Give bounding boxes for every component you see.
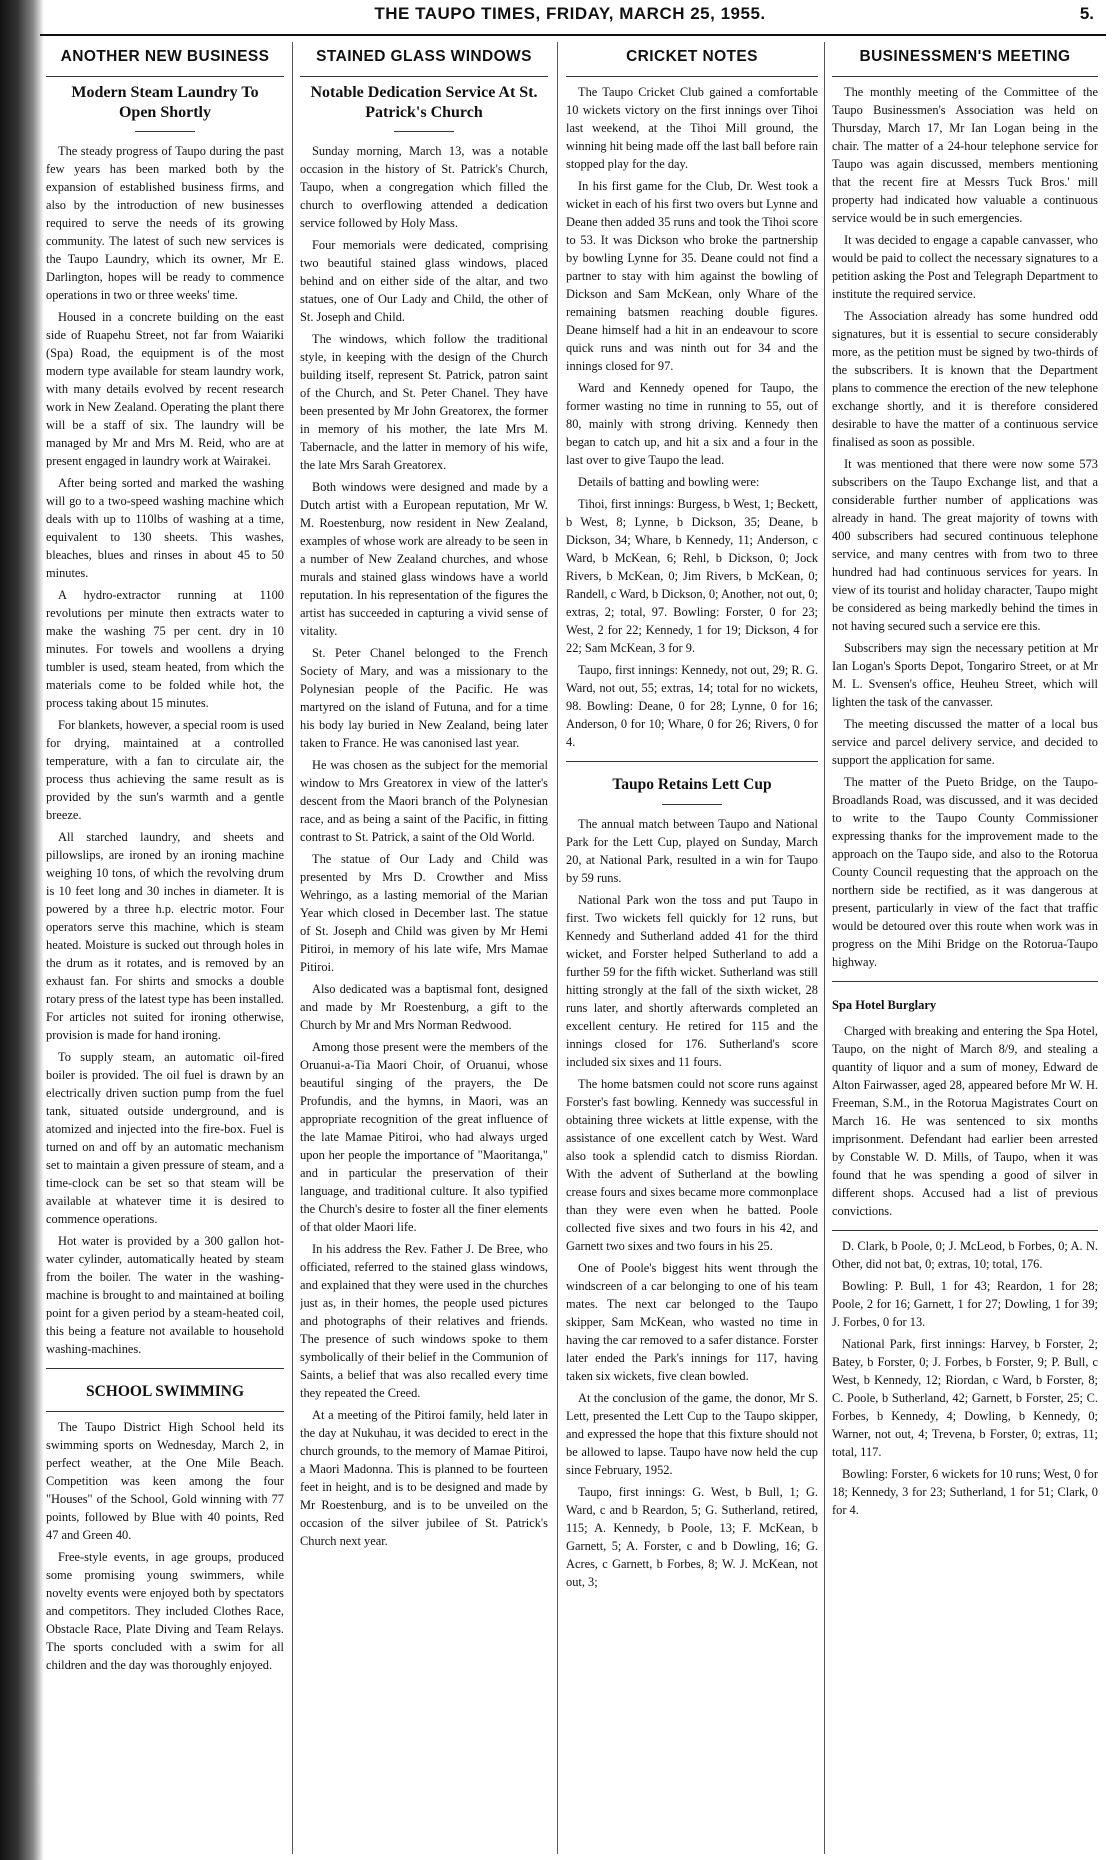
paragraph: The meeting discussed the matter of a local bus service and parcel delivery service, and decided to support the application for same. <box>832 717 1098 767</box>
paragraph: Bowling: Forster, 6 wickets for 10 runs; West, 0 for 18; Kennedy, 3 for 23; Sutherland, 1 for 51; Clark, 0 for 4. <box>832 1467 1098 1517</box>
article-businessmens-meeting <box>832 83 1098 971</box>
column-3 <box>566 42 818 1854</box>
paragraph: Four memorials were dedicated, comprising two beautiful stained glass windows, placed behind and on either side of the altar, and two statues, one of Our Lady and Child, the other of St. Joseph and Child. <box>300 238 548 324</box>
paragraph: It was decided to engage a capable canvasser, who would be paid to collect the necessary signatures to a petition asking the Post and Telegraph Department to institute the required service. <box>832 233 1098 301</box>
article-spa-hotel-burglary <box>832 1022 1098 1220</box>
column-rule <box>292 42 293 1854</box>
paragraph: At the conclusion of the game, the donor, Mr S. Lett, presented the Lett Cup to the Taupo skipper, and expressed the hope that this fixture should not be allowed to lapse. Taupo have now held the cup since February, 1952. <box>566 1391 818 1477</box>
paragraph: Sunday morning, March 13, was a notable occasion in the history of St. Patrick's Church, Taupo, when a congregation which filled the church to overflowing attended a dedication service followed by Holy Mass. <box>300 144 548 230</box>
headline-lett-cup: Taupo Retains Lett Cup <box>612 776 772 793</box>
paragraph: A hydro-extractor running at 1100 revolutions per minute then extracts water to make the washing 75 per cent. dry in 10 minutes. For towels and woollens a drying tumbler is used, steam heated, from which the materials come to be folded while hot, the process taking about 15 minutes. <box>46 588 284 710</box>
paragraph: The home batsmen could not score runs against Forster's fast bowling. Kennedy was successful in obtaining three wickets at little expense, with the assistance of one excellent catch by West. Ward also took a splendid catch to dismiss Riordan. With the advent of Sutherland at the bowling crease fours and sixes became more commonplace than they were even when he batted. Poole collected five sixes and two fours in his 42, and Garnett two sixes and two fours in his 25. <box>566 1077 818 1253</box>
paragraph: The matter of the Pueto Bridge, on the Taupo-Broadlands Road, was discussed, and it was decided to write to the Taupo County Commissioner expressing thanks for the improvement made to the approach on the Taupo side, and also to the Rotorua County Council requesting that the approach on the northern side be rectified, as it was dangerous at present, particularly in view of the fact that traffic would be detoured over this route when work was in progress on the Mihi Bridge on the Rotorua-Taupo highway. <box>832 775 1098 969</box>
paragraph: Hot water is provided by a 300 gallon hot-water cylinder, automatically heated by steam from the boiler. The water in the washing-machine is brought to and maintained at boiling point for a given period by a steam-heated coil, this being a feature not available to household washing-machines. <box>46 1234 284 1356</box>
column-1 <box>46 42 284 1854</box>
page-binding-edge <box>0 0 44 1860</box>
paragraph: In his address the Rev. Father J. De Bree, who officiated, referred to the stained glass windows, and explained that they were used in the churches just as, in their homes, the people used pictures and photographs of their relatives and friends. The presence of such windows spoke to them symbolically of their belief in the Communion of Saints, a belief that was also recalled every time they repeated the Creed. <box>300 1242 548 1400</box>
paragraph: The statue of Our Lady and Child was presented by Mrs D. Crowther and Miss Wehringo, as a lasting memorial of the Marian Year which closed in December last. The statue of St. Joseph and Child was given by Mr Hemi Pitiroi, in memory of his late wife, Mrs Mamae Pitiroi. <box>300 852 548 974</box>
divider <box>300 76 548 77</box>
paragraph: D. Clark, b Poole, 0; J. McLeod, b Forbes, 0; A. N. Other, did not bat, 0; extras, 10; total, 176. <box>832 1239 1098 1271</box>
divider <box>46 1368 284 1369</box>
paragraph: After being sorted and marked the washing will go to a two-speed washing machine which deals with up to 110lbs of washing at a time, equivalent to 130 sheets. This washes, bleaches, blues and rinses in about 45 to 50 minutes. <box>46 476 284 580</box>
article-steam-laundry <box>46 142 284 1358</box>
paragraph: The Taupo District High School held its swimming sports on Wednesday, March 2, in perfect weather, at the One Mile Beach. Competition was keen among the four "Houses" of the School, Gold winning with 77 points, followed by Blue with 40 points, Red 47 and Green 40. <box>46 1420 284 1542</box>
paragraph: Also dedicated was a baptismal font, designed and made by Mr Roestenburg, a gift to the Church by Mr and Mrs Norman Redwood. <box>300 982 548 1032</box>
headline-spa-hotel-burglary: Spa Hotel Burglary <box>832 998 937 1012</box>
paragraph: The steady progress of Taupo during the past few years has been marked both by the expansion of established business firms, and also by the introduction of new businesses required to serve the needs of its growing community. The latest of such new services is the Taupo Laundry, which its owner, Mr E. Darlington, hopes will be ready to commence operations in two or three weeks' time. <box>46 144 284 302</box>
headline-school-swimming: SCHOOL SWIMMING <box>85 1383 245 1400</box>
article-lett-cup <box>566 815 818 1591</box>
paragraph: The Taupo Cricket Club gained a comfortable 10 wickets victory on the first innings over Tihoi last weekend, at the Tihoi Mill ground, the winning hit being made off the last ball before rain stopped play for the day. <box>566 85 818 171</box>
section-header-businessmens-meeting: BUSINESSMEN'S MEETING <box>859 48 1071 65</box>
paragraph: Taupo, first innings: G. West, b Bull, 1; G. Ward, c and b Reardon, 5; G. Sutherland, retired, 115; A. Kennedy, b Poole, 13; F. McKean, b Garnett, 5; A. Forster, c and b Dowling, 16; G. Acres, c Garnett, b Forbes, 8; W. J. McKean, not out, 3; <box>566 1485 818 1589</box>
divider <box>46 1411 284 1412</box>
paragraph: Housed in a concrete building on the east side of Ruapehu Street, not far from Waiariki (Spa) Road, the equipment is of the most modern type available for steam laundry work, with many details evolved by recent research work in New Zealand. Operating the plant there will be a staff of six. The laundry will be managed by Mr and Mrs M. Reid, who are at present engaged in laundry work at Wairakei. <box>46 310 284 468</box>
divider <box>394 131 454 132</box>
section-header-new-business: ANOTHER NEW BUSINESS <box>60 48 270 65</box>
paragraph: At a meeting of the Pitiroi family, held later in the day at Nukuhau, it was decided to erect in the church grounds, to the memory of Mamae Pitiroi, a Maori Madonna. This is planned to be fourteen feet in height, and is to be designed and made by Mr Roestenburg, and is to be unveiled on the occasion of the silver jubilee of St. Patrick's Church next year. <box>300 1408 548 1548</box>
paragraph: In his first game for the Club, Dr. West took a wicket in each of his first two overs but Lynne and Deane then added 35 runs and took the Tihoi score to 53. It was Dickson who broke the partnership by bowling Lynne for 35. Deane could not find a partner to stay with him against the bowling of Dickson and Sam McKean, only Whare of the remaining batsmen reaching double figures. Deane himself had a hit in an endeavour to score quick runs and was ninth out for 34 and the innings closed for 97. <box>566 179 818 373</box>
divider <box>662 804 722 805</box>
paragraph: National Park won the toss and put Taupo in first. Two wickets fell quickly for 12 runs, but Kennedy and Sutherland added 41 for the third wicket, and Forster helped Sutherland to add a further 59 for the fifth wicket. Sutherland was still hitting strongly at the fall of the sixth wicket, 28 runs later, and shortly afterwards completed an excellent century. He retired for 115 and the innings closed for 176. Sutherland's score included six sixes and 11 fours. <box>566 893 818 1069</box>
paragraph: The annual match between Taupo and National Park for the Lett Cup, played on Sunday, March 20, at National Park, resulted in a win for Taupo by 59 runs. <box>566 817 818 885</box>
headline-dedication-service: Notable Dedication Service At St. Patrick's Church <box>310 84 538 121</box>
paragraph: The Association already has some hundred odd signatures, but it is essential to secure considerably more, as the petition must be signed by two-thirds of the subscribers. It is known that the Department plans to commence the erection of the new telephone exchange shortly, and it is therefore considered desirable to have the matter of a continuous service finalised as soon as possible. <box>832 309 1098 449</box>
section-header-stained-glass: STAINED GLASS WINDOWS <box>316 48 532 65</box>
masthead <box>40 4 1100 30</box>
divider <box>46 76 284 77</box>
masthead-rule <box>40 34 1106 36</box>
section-header-cricket-notes: CRICKET NOTES <box>626 48 758 65</box>
column-rule <box>557 42 558 1854</box>
paragraph: St. Peter Chanel belonged to the French Society of Mary, and was a missionary to the Polynesian people of the Pacific. He was martyred on the island of Futuna, and for a time his body lay buried in New Zealand, being later taken to France. He was canonised last year. <box>300 646 548 750</box>
paragraph: All starched laundry, and sheets and pillowslips, are ironed by an ironing machine weighing 10 tons, of which the revolving drum is 10 feet long and 30 inches in diameter. It is powered by a three h.p. electric motor. Four operators serve this machine, which is steam heated. Moisture is sucked out through holes in the drum as it rotates, and is removed by an exhaust fan. For shirts and smocks a double rotary press of the latest type has been installed. For articles not suited for ironing otherwise, provision is made for hand ironing. <box>46 830 284 1042</box>
paragraph: For blankets, however, a special room is used for drying, maintained at a controlled temperature, with a fan to circulate air, the process thus achieving the same result as is provided by the sun's warmth and a gentle breeze. <box>46 718 284 822</box>
paragraph: Subscribers may sign the necessary petition at Mr Ian Logan's Sports Depot, Tongariro Street, or at Mr M. L. Svensen's office, Heuheu Street, which will lighten the task of the canvasser. <box>832 641 1098 709</box>
paragraph: Details of batting and bowling were: <box>578 475 760 489</box>
paragraph: The windows, which follow the traditional style, in keeping with the design of the Church building itself, represent St. Patrick, patron saint of the Church, and St. Peter Chanel. They have been presented by Mr John Greatorex, the former in memory of his mother, the late Mrs M. Tabernacle, and the latter in memory of his wife, the late Mrs Sarah Greatorex. <box>300 332 548 472</box>
page-number: 5. <box>1079 4 1094 23</box>
article-lett-cup-scores-continued <box>832 1237 1098 1519</box>
divider <box>566 761 818 762</box>
column-4 <box>832 42 1098 1854</box>
divider <box>832 76 1098 77</box>
paragraph: Ward and Kennedy opened for Taupo, the former wasting no time in running to 55, out of 80, mainly with strong driving. Kennedy then began to catch up, and hit a six and a four in the last over to give Taupo the lead. <box>566 381 818 467</box>
masthead-title: THE TAUPO TIMES, FRIDAY, MARCH 25, 1955. <box>374 4 766 23</box>
paragraph: Free-style events, in age groups, produced some promising young swimmers, while novelty events were enjoyed both by spectators and competitors. They included Clothes Race, Obstacle Race, Plate Diving and Team Relays. The sports concluded with a swim for all children and the day was thoroughly enjoyed. <box>46 1550 284 1672</box>
divider <box>832 981 1098 982</box>
column-2 <box>300 42 548 1854</box>
paragraph: The monthly meeting of the Committee of the Taupo Businessmen's Association was held on Thursday, March 17, Mr Ian Logan being in the chair. The matter of a 24-hour telephone service for Taupo was again discussed, members mentioning that the recent fire at Messrs Tuck Bros.' mill property had indicated how valuable a continuous service would be in such emergencies. <box>832 85 1098 225</box>
article-stained-glass <box>300 142 548 1550</box>
article-cricket-notes <box>566 83 818 751</box>
paragraph: Tihoi, first innings: Burgess, b West, 1; Beckett, b West, 8; Lynne, b Dickson, 35; Deane, b Dickson, 34; Whare, b Kennedy, 11; Anderson, c Ward, b McKean, 6; Rehl, b Dickson, 0; Jock Rivers, b McKean, 0; Jim Rivers, b McKean, 0; Randell, c Ward, b Dickson, 0; Another, not out, 0; extras, 2; total, 97. Bowling: Forster, 0 for 23; West, 2 for 22; Kennedy, 1 for 19; Dickson, 4 for 22; Sam McKean, 3 for 9. <box>566 497 818 655</box>
paragraph: Among those present were the members of the Oruanui-a-Tia Maori Choir, of Oruanui, whose beautiful singing of the prayers, the De Profundis, and the hymns, in Maori, was an appropriate recognition of the great influence of the late Mamae Pitiroi, who had always urged upon her people the importance of "Maoritanga," and in particular the preservation of their language, and traditional culture. It also typified the Church's desire to foster all the finer elements of that older Maori life. <box>300 1040 548 1234</box>
paragraph: Charged with breaking and entering the Spa Hotel, Taupo, on the night of March 8/9, and stealing a quantity of liquor and a sum of money, Edward de Alton Fairwasser, aged 28, appeared before Mr W. H. Freeman, S.M., in the Rotorua Magistrates Court on March 16. He was sentenced to six months imprisonment. Defendant had earlier been arrested by Constable W. D. Mills, of Taupo, when it was found that he was spending a good of silver in different shops. Accused had a list of previous convictions. <box>832 1024 1098 1218</box>
paragraph: Both windows were designed and made by a Dutch artist with a European reputation, Mr W. M. Roestenburg, now resident in New Zealand, examples of whose work are already to be seen in a number of New Zealand churches, and whose murals and stained glass windows have a world reputation. In his representation of the figures the artist has succeeded in capturing a vivid sense of vitality. <box>300 480 548 638</box>
headline-steam-laundry: Modern Steam Laundry To Open Shortly <box>71 84 259 121</box>
article-school-swimming <box>46 1418 284 1674</box>
paragraph: He was chosen as the subject for the memorial window to Mrs Greatorex in view of the latter's descent from the Maori branch of the Polynesian race, and as being a saint of the Pacific, in fitting contrast to St. Patrick, a saint of the Old World. <box>300 758 548 844</box>
divider <box>566 76 818 77</box>
divider <box>135 131 195 132</box>
paragraph: To supply steam, an automatic oil-fired boiler is provided. The oil fuel is drawn by an electrically driven suction pump from the fuel tank, situated outside underground, and is atomized and injected into the fire-box. Fuel is turned on and off by an automatic mechanism set to maintain a given pressure of steam, and a time-clock can be set so that steam will be available at whatever time it is desired to commence operations. <box>46 1050 284 1226</box>
divider <box>832 1230 1098 1231</box>
paragraph: National Park, first innings: Harvey, b Forster, 2; Batey, b Forster, 0; J. Forbes, b Forster, 9; P. Bull, c West, b Kennedy, 12; Riordan, c Ward, b Forster, 8; C. Poole, b Sutherland, 42; Garnett, b Forster, 25; C. Forbes, b Kennedy, 4; Dowling, b Kennedy, 0; Warner, not out, 4; Trevena, b Forster, 0; extras, 11; total, 117. <box>832 1337 1098 1459</box>
paragraph: Taupo, first innings: Kennedy, not out, 29; R. G. Ward, not out, 55; extras, 14; total for no wickets, 98. Bowling: Deane, 0 for 28; Lynne, 0 for 16; Anderson, 0 for 10; Whare, 0 for 26; Rivers, 0 for 4. <box>566 663 818 749</box>
paragraph: Bowling: P. Bull, 1 for 43; Reardon, 1 for 28; Poole, 2 for 16; Garnett, 1 for 27; Dowling, 1 for 39; J. Forbes, 0 for 13. <box>832 1279 1098 1329</box>
paragraph: It was mentioned that there were now some 573 subscribers on the Taupo Exchange list, and that a considerable further number of applications was already in hand. The great majority of towns with 400 subscribers had secured continuous telephone service, and many centres with from two to three hundred had had continuous services for years. In view of its tourist and holiday character, Taupo might be considered as being markedly behind the times in not having secured such a service ere this. <box>832 457 1098 633</box>
paragraph: One of Poole's biggest hits went through the windscreen of a car belonging to one of his team mates. The next car belonged to the Taupo skipper, Sam McKean, who wasted no time in having the car removed to a safer distance. Forster later ended the Park's innings for 117, having taken six wickets, five clean bowled. <box>566 1261 818 1383</box>
column-rule <box>824 42 825 1854</box>
